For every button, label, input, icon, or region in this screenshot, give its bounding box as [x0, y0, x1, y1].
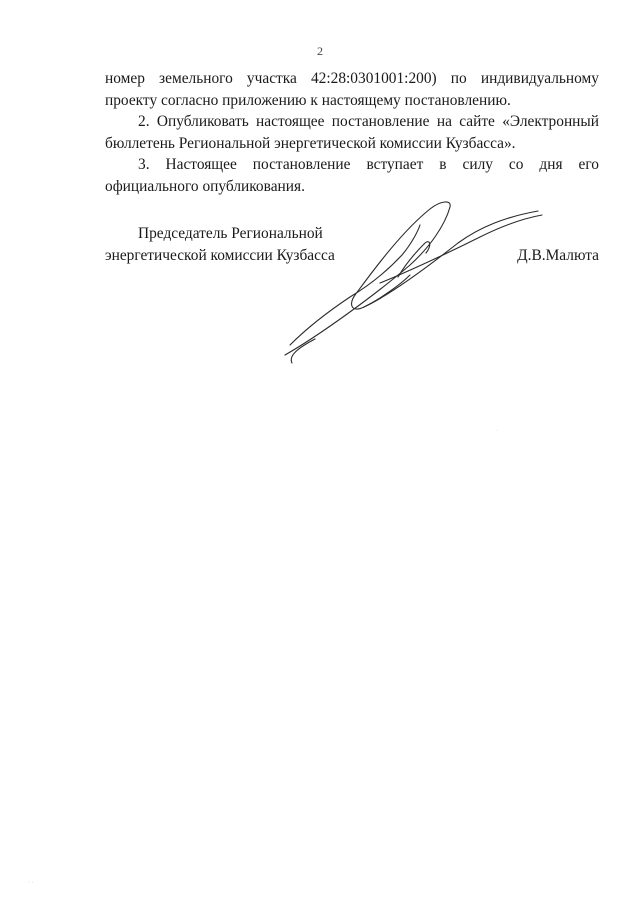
signature-stroke	[291, 339, 315, 363]
paragraph-continuation: номер земельного участка 42:28:0301001:200) по индивидуальному проекту согласно приложению к настоящему постановлению.	[105, 70, 599, 109]
signature-stroke	[380, 215, 542, 283]
page-number: 2	[317, 44, 323, 58]
paragraph-item-2: 2. Опубликовать настоящее постановление на сайте «Электронный бюллетень Региональной энергетической комиссии Кузбасса».	[105, 113, 599, 152]
signature-stroke	[285, 202, 450, 355]
signer-name: Д.В.Малюта	[517, 246, 599, 264]
paragraph-item-3: 3. Настоящее постановление вступает в силу со дня его официального опубликования.	[105, 156, 599, 195]
scan-speck: ·	[496, 428, 498, 434]
handwritten-signature	[280, 195, 545, 370]
signature-stroke	[364, 211, 538, 307]
signer-title-line2: энергетической комиссии Кузбасса	[105, 246, 335, 264]
signer-title-line1: Председатель Региональной	[138, 225, 323, 242]
scan-speck: · ·	[28, 880, 34, 886]
document-body	[105, 68, 599, 197]
